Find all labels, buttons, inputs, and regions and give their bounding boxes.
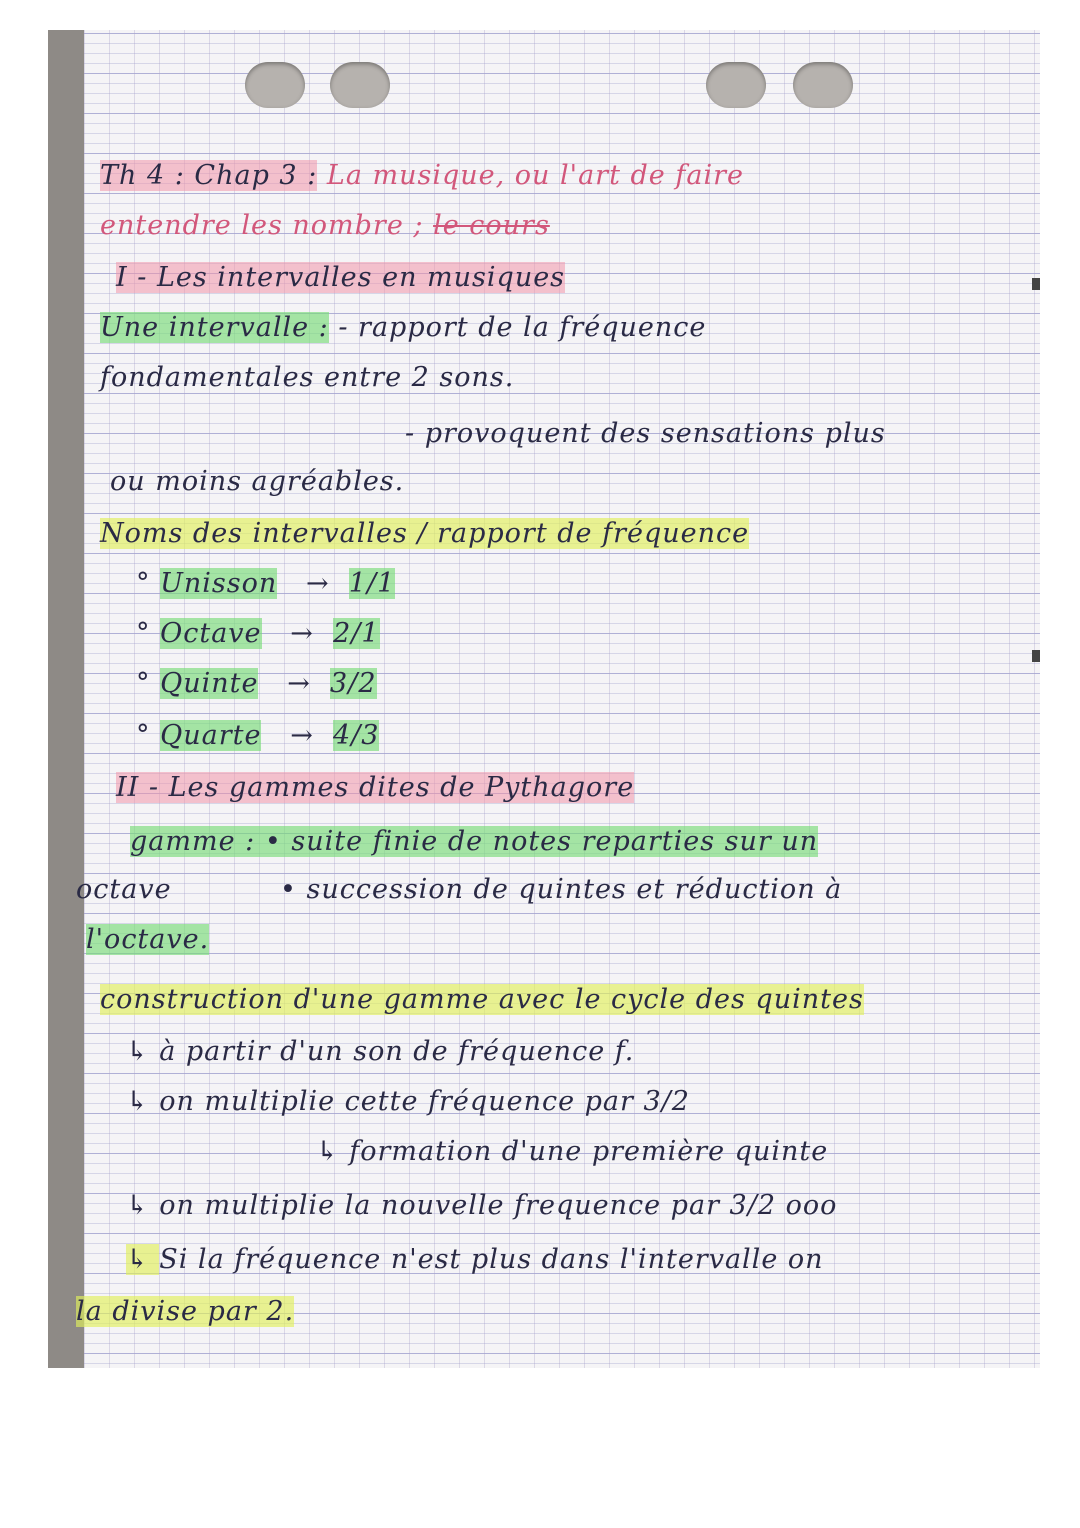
construction-heading: construction d'une gamme avec le cycle des quintes bbox=[100, 984, 864, 1015]
table-heading: Noms des intervalles / rapport de fréquence bbox=[100, 518, 750, 549]
binder-hole bbox=[245, 62, 305, 108]
interval-ratio: 1/1 bbox=[348, 568, 396, 599]
definition-line-2: fondamentales entre 2 sons. bbox=[100, 362, 515, 393]
title-line2: entendre les nombre ; bbox=[100, 210, 424, 241]
definition-line-1 bbox=[100, 312, 706, 343]
interval-ratio: 2/1 bbox=[333, 618, 380, 649]
term-intervalle: Une intervalle : bbox=[100, 312, 329, 343]
last-line: la divise par 2. bbox=[76, 1296, 295, 1327]
definition-line-4: ou moins agréables. bbox=[110, 466, 405, 497]
gamme-line-1: gamme : • suite finie de notes reparties sur un bbox=[130, 826, 819, 857]
definition-line-3: - provoquent des sensations plus bbox=[405, 418, 886, 449]
step-line: ↳ à partir d'un son de fréquence f. bbox=[126, 1036, 635, 1067]
arrow-icon: → bbox=[268, 668, 321, 699]
gamme-line-3: • succession de quintes et réduction à bbox=[280, 874, 843, 905]
interval-ratio: 3/2 bbox=[330, 668, 377, 699]
step-line: ↳ Si la fréquence n'est plus dans l'intervalle on bbox=[126, 1244, 824, 1275]
title-struck: le cours bbox=[433, 210, 550, 241]
arrow-icon: ↳ bbox=[126, 1086, 160, 1117]
interval-name: Unisson bbox=[160, 568, 278, 599]
title-line-1 bbox=[100, 160, 744, 191]
interval-ratio: 4/3 bbox=[333, 720, 380, 751]
interval-row: ° Octave → 2/1 bbox=[136, 618, 380, 649]
section-2-heading: II - Les gammes dites de Pythagore bbox=[116, 772, 635, 803]
binder-hole bbox=[330, 62, 390, 108]
page-edge-mark bbox=[1032, 650, 1040, 662]
gamme-line-4: l'octave. bbox=[86, 924, 210, 955]
arrow-icon: ↳ bbox=[126, 1244, 160, 1275]
interval-row: ° Quarte → 4/3 bbox=[136, 720, 380, 751]
title-line-2 bbox=[100, 210, 550, 241]
arrow-icon: → bbox=[286, 568, 340, 599]
step-line: ↳ formation d'une première quinte bbox=[316, 1136, 829, 1167]
gamme-line-2: octave bbox=[76, 874, 172, 905]
page-edge-mark bbox=[1032, 278, 1040, 290]
title-prefix: Th 4 : Chap 3 : bbox=[100, 160, 318, 191]
binder-hole bbox=[793, 62, 853, 108]
interval-row: ° Unisson → 1/1 bbox=[136, 568, 396, 599]
arrow-icon: → bbox=[271, 720, 324, 751]
arrow-icon: ↳ bbox=[316, 1136, 350, 1167]
binder-hole bbox=[706, 62, 766, 108]
section-1-heading: I - Les intervalles en musiques bbox=[116, 262, 566, 293]
interval-name: Quarte bbox=[160, 720, 262, 751]
step-line: ↳ on multiplie la nouvelle frequence par 3/2 ooo bbox=[126, 1190, 838, 1221]
title-text: La musique, ou l'art de faire bbox=[326, 160, 744, 191]
arrow-icon: ↳ bbox=[126, 1190, 160, 1221]
interval-name: Octave bbox=[160, 618, 262, 649]
arrow-icon: → bbox=[271, 618, 324, 649]
step-line: ↳ on multiplie cette fréquence par 3/2 bbox=[126, 1086, 690, 1117]
arrow-icon: ↳ bbox=[126, 1036, 160, 1067]
interval-row: ° Quinte → 3/2 bbox=[136, 668, 377, 699]
interval-name: Quinte bbox=[160, 668, 259, 699]
def-1a: - rapport de la fréquence bbox=[338, 312, 707, 343]
